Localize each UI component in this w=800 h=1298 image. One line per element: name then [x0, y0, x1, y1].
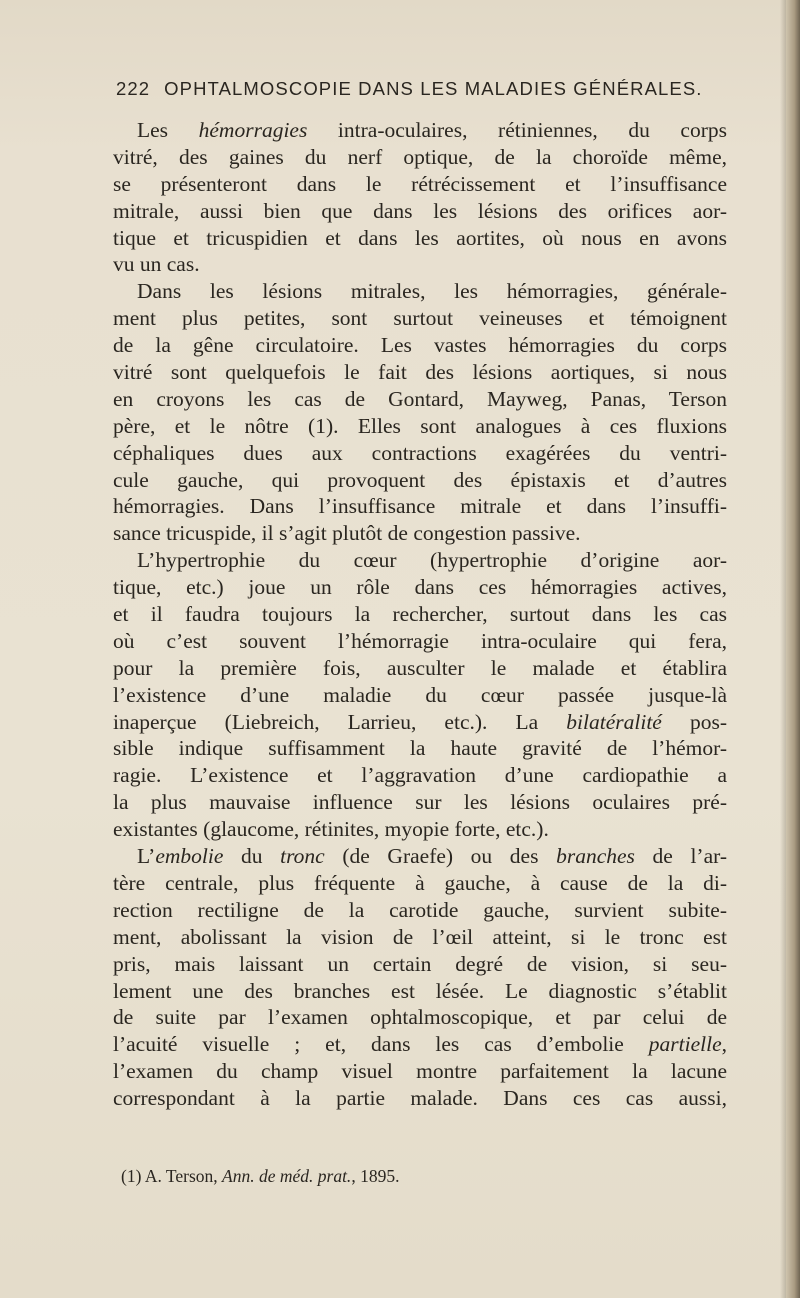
footnote-marker: (1)	[121, 1166, 142, 1186]
text-line: ragie. L’existence et l’aggravation d’une cardiopathie a	[113, 763, 727, 788]
emphasis: hémorragies	[198, 118, 308, 142]
text-line: en croyons les cas de Gontard, Mayweg, Panas, Terson	[113, 386, 727, 411]
running-title: OPHTALMOSCOPIE DANS LES MALADIES GÉNÉRALES.	[164, 78, 703, 99]
text-line: rection rectiligne de la carotide gauche, survient subite-	[113, 897, 727, 922]
text-line: ment, abolissant la vision de l’œil atteint, si le tronc est	[113, 924, 727, 949]
text-line: inaperçue (Liebreich, Larrieu, etc.). La bilatéralité pos-	[113, 709, 727, 734]
emphasis: embolie	[155, 844, 224, 869]
text-line: l’existence d’une maladie du cœur passée jusque-là	[113, 682, 727, 707]
text-line: sance tricuspide, il s’agit plutôt de congestion passive.	[113, 521, 581, 546]
text-line: pour la première fois, ausculter le malade et établira	[113, 655, 727, 680]
text-line: se présenteront dans le rétrécissement et l’insuffisance	[113, 171, 727, 196]
footnote	[121, 1166, 399, 1187]
text-line: père, et le nôtre (1). Elles sont analogues à ces fluxions	[113, 413, 727, 438]
footnote-author: A. Terson,	[141, 1166, 223, 1186]
page-number: 222	[116, 78, 151, 99]
emphasis: branches	[556, 844, 635, 869]
text-line: vitré, des gaines du nerf optique, de la choroïde même,	[113, 144, 727, 169]
text-line: vu un cas.	[113, 252, 200, 277]
text-line: hémorragies. Dans l’insuffisance mitrale et dans l’insuffi-	[113, 494, 727, 519]
text-line: mitrale, aussi bien que dans les lésions des orifices aor-	[113, 198, 727, 223]
text-line: L’embolie du tronc (de Graefe) ou des branches de l’ar-	[137, 844, 728, 869]
text-line: la plus mauvaise influence sur les lésions oculaires pré-	[113, 790, 727, 815]
text-line: sible indique suffisamment la haute gravité de l’hémor-	[113, 736, 727, 761]
footnote-year: , 1895.	[351, 1166, 400, 1186]
text-line: de suite par l’examen ophtalmoscopique, et par celui de	[113, 1005, 727, 1030]
text-line: Dans les lésions mitrales, les hémorragies, générale-	[137, 279, 727, 304]
text-line: vitré sont quelquefois le fait des lésions aortiques, si nous	[113, 360, 727, 385]
text-line: l’acuité visuelle ; et, dans les cas d’embolie partielle,	[113, 1032, 727, 1057]
running-header	[116, 78, 703, 100]
emphasis: bilatéralité	[566, 709, 662, 734]
body-text	[113, 117, 727, 1112]
text-line: l’examen du champ visuel montre parfaitement la lacune	[113, 1059, 727, 1084]
text-line: tique et tricuspidien et dans les aortites, où nous en avons	[113, 225, 727, 250]
text-line: Les hémorragies intra-oculaires, rétiniennes, du corps	[137, 118, 727, 142]
text-line: correspondant à la partie malade. Dans ces cas aussi,	[113, 1086, 727, 1111]
text-line: céphaliques dues aux contractions exagérées du ventri-	[113, 440, 727, 465]
text-line: L’hypertrophie du cœur (hypertrophie d’origine aor-	[137, 548, 727, 573]
text-line: tique, etc.) joue un rôle dans ces hémorragies actives,	[113, 575, 727, 600]
text-line: ment plus petites, sont surtout veineuses et témoignent	[113, 306, 727, 331]
emphasis: tronc	[280, 844, 325, 869]
footnote-journal: Ann. de méd. prat.	[222, 1166, 352, 1186]
page-edge	[786, 0, 800, 1298]
text-line: cule gauche, qui provoquent des épistaxis et d’autres	[113, 467, 727, 492]
text-line: de la gêne circulatoire. Les vastes hémorragies du corps	[113, 333, 727, 358]
text-line: lement une des branches est lésée. Le diagnostic s’établit	[113, 978, 727, 1003]
text-line: tère centrale, plus fréquente à gauche, à cause de la di-	[113, 870, 727, 895]
text-line: où c’est souvent l’hémorragie intra-oculaire qui fera,	[113, 628, 727, 653]
text-line: pris, mais laissant un certain degré de vision, si seu-	[113, 951, 727, 976]
text-line: existantes (glaucome, rétinites, myopie forte, etc.).	[113, 817, 549, 842]
text-line: et il faudra toujours la rechercher, surtout dans les cas	[113, 602, 727, 627]
emphasis: partielle	[648, 1032, 722, 1057]
